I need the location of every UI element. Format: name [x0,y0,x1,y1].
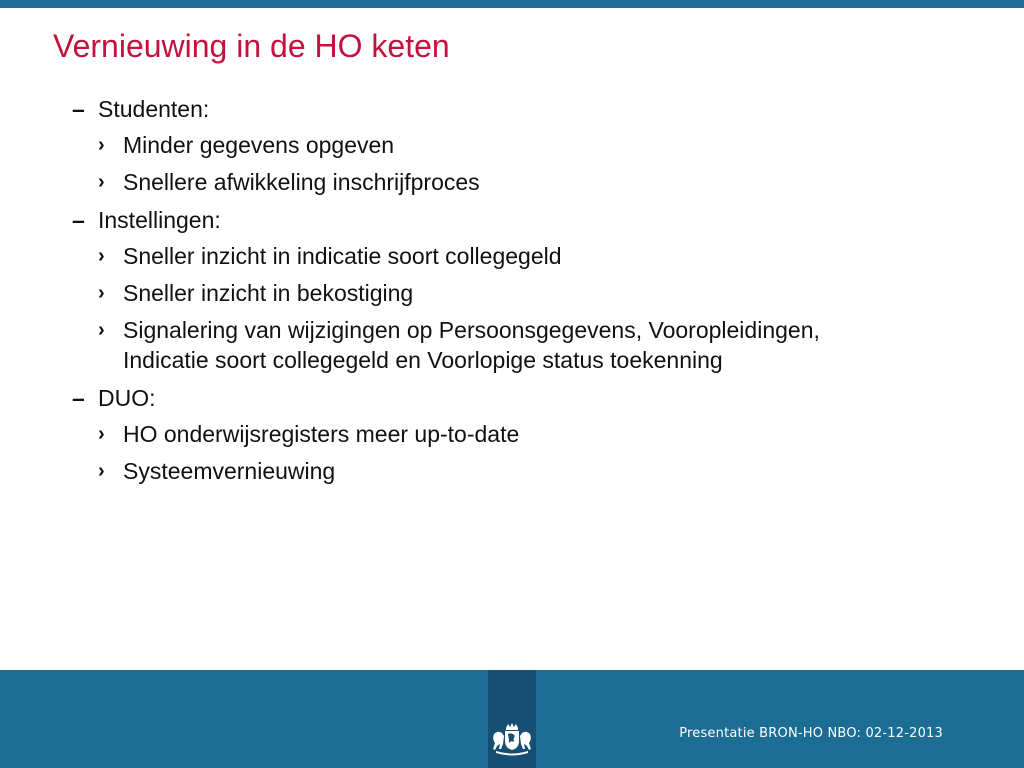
list-item [72,419,972,449]
section-label: Instellingen: [98,207,221,233]
chevron-bullet-icon: › [98,134,105,156]
list-item [72,241,972,271]
dash-bullet-icon: – [72,207,85,233]
emblem-block [488,670,536,768]
dash-bullet-icon: – [72,385,85,411]
footer-caption: Presentatie BRON-HO NBO: 02-12-2013 [679,726,943,741]
list-item [72,167,972,197]
list-item-text: Sneller inzicht in bekostiging [123,280,414,306]
section-label: Studenten: [98,96,210,122]
slide-title: Vernieuwing in de HO keten [53,28,450,64]
dash-bullet-icon: – [72,96,85,122]
section-instellingen [72,206,972,234]
chevron-bullet-icon: › [98,282,105,304]
chevron-bullet-icon: › [98,423,105,445]
chevron-bullet-icon: › [98,319,105,341]
list-item [72,130,972,160]
footer-bar [0,670,1024,768]
section-label: DUO: [98,385,156,411]
list-item [72,278,972,308]
list-item-text: Systeemvernieuwing [123,458,336,484]
rijksoverheid-lion-emblem-icon [490,722,534,756]
top-bar [0,0,1024,8]
list-item-text: Snellere afwikkeling inschrijfproces [123,169,480,195]
section-studenten [72,95,972,123]
list-item-text: Signalering van wijzigingen op Persoonsgegevens, Vooropleidingen, Indicatie soort collegegeld en Voorlopige status toekenning [123,317,820,373]
chevron-bullet-icon: › [98,460,105,482]
list-item-text: Sneller inzicht in indicatie soort collegegeld [123,243,562,269]
chevron-bullet-icon: › [98,245,105,267]
list-item [72,456,972,486]
bullet-list [72,86,972,486]
list-item [72,315,972,375]
section-duo [72,384,972,412]
chevron-bullet-icon: › [98,171,105,193]
list-item-text: HO onderwijsregisters meer up-to-date [123,421,520,447]
list-item-text: Minder gegevens opgeven [123,132,395,158]
